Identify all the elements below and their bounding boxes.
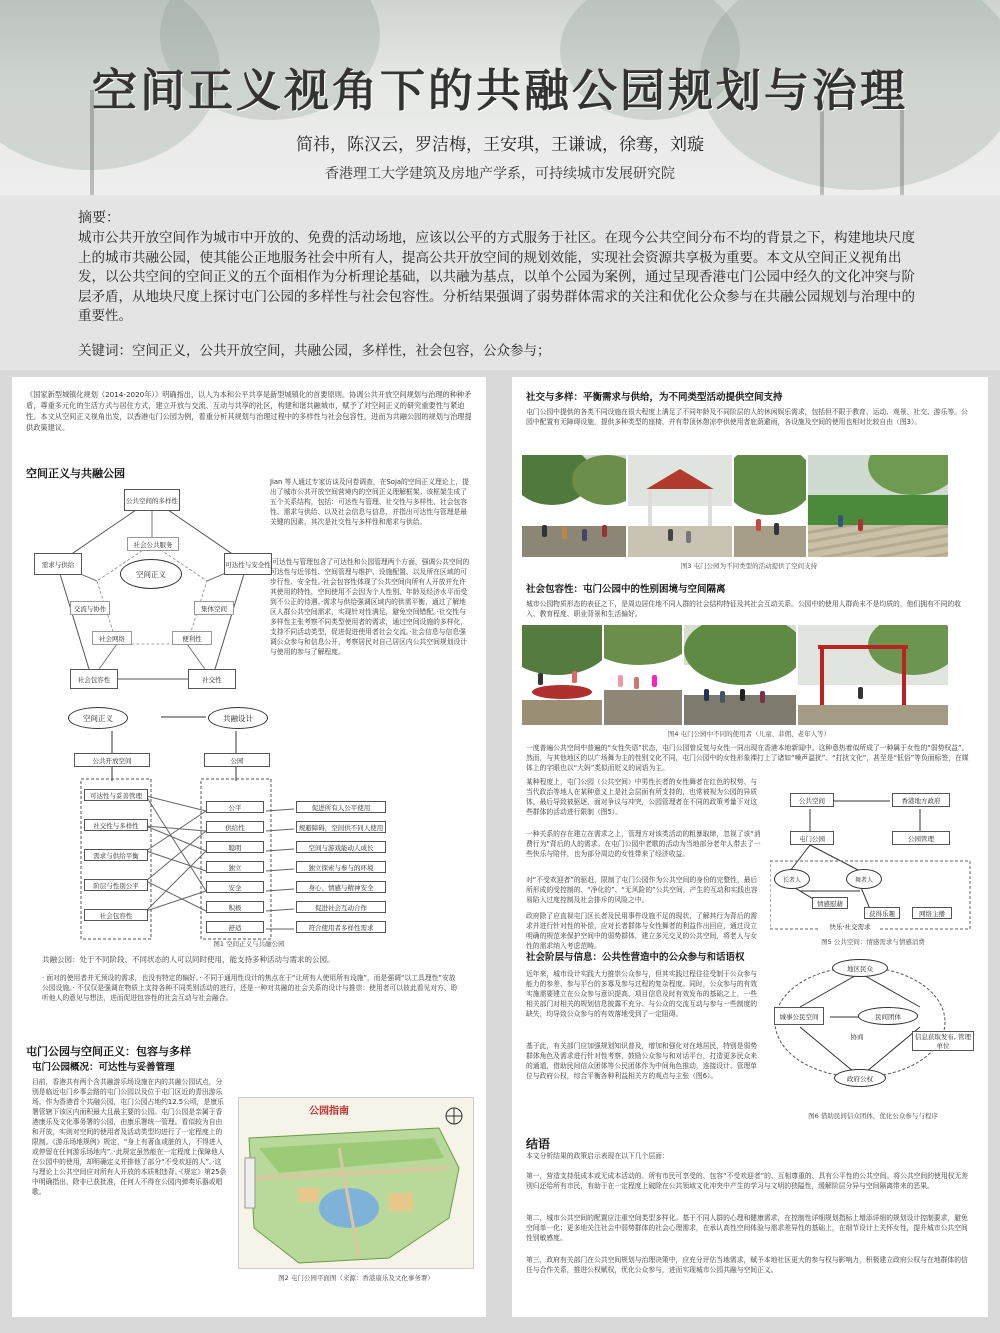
figure6-caption: 图6 借助民间信众团体，优化公众参与与程序: [808, 1112, 938, 1120]
flow-right-item-3: 空间与游戏能动人成长: [296, 841, 386, 853]
conclusion-point-3: 第三，政府有关部门在公共空间规划与治理决策中，应充分评估当地需求，赋予本地社区更大的参与权与影响力，积极建立政府公权与在地群体的信任与合作关系，推进公权赋权，优化公众参与，进而实现城市公园共融与空间正义。: [526, 1256, 968, 1274]
pentagon-center: 空间正义: [120, 559, 182, 589]
jian-framework-text: Jian 等人通过专家访谈及问卷调查，在Soja的空间正义理论上，提出了城市公共开放空间营境内的空间正义理解框架。该框架生成了五个关系结构，包括：可达性与管理、社交性与多样性、社会包容性、需求与供给、以及社会信息与信息，并指出可达性与管理是最关键的因素，其次是社交性与多样性和需求与供给。: [270, 478, 469, 526]
flow-right-item-7: 符合使用者多样性需求: [296, 921, 386, 933]
inclusion-text-4: 一种关系的存在建立在需求之上，管理方对该类活动的粗暴取缔，忽视了该“消费行为”背后的人的需求。在屯门公园中老歌的活动为当地部分老年人带去了一些快乐与陪伴，也为部分周边的女性带来了经济收益。: [526, 830, 761, 858]
fig6-node-4: 政府公权: [834, 1069, 886, 1087]
fig5-node-8: 获得乐趣: [864, 907, 900, 919]
social-diversity-text: 屯门公园中提供的各类不同设施在很大程度上满足了不同年龄及不同阶层的人的休闲娱乐需求，包括但不限于教育、运动、观景、社交、游乐等。公园中配置有无障碍设施，提供多种类型的座椅，并有带顶休憩凉亭供使用者庇荫避雨，各设施及空间的使用也相对比较自由（图3）。: [526, 408, 968, 426]
framework-bullets: ·可达性与管理包含了可达性和公园管理两个方面，强调公共空间的可达性与近邻性、空间管理与维护、设施配置、以及所在区域的可步行性、安全性。·社会包容性体现了公共空间向所有人开放并允许其使用的特性，空间使用不会因为个人性别、年龄及经济水平而受到不公正的待遇。·需求与供给强调区域内的供需平衡，通过了解地区人群公共空间需求，实现针对性满足，避免空间错配。·社交性与多样性主张考察不同类型使用者的需求，通过空间设施的多样化，支持不同活动类型，促进促进使用者社会交流。·社会信息与信息强调公众参与和信息公开，考察居民对自己居区内公共空间规划设计与使用的参与了解程度。: [270, 558, 470, 656]
gongrong-definition: 共融公园：处于不同阶段、不同状态的人可以同时使用，能支持多种活动与需求的公园。: [42, 955, 335, 964]
flow-left-item-2: 社交性与多样性: [84, 819, 148, 831]
section-heading-social: 社交与多样：平衡需求与供给，为不同类型活动提供空间支持: [526, 392, 783, 403]
fig6-node-2: 城事公民空间: [774, 1007, 824, 1025]
flow-mid-item-3: 聪明: [206, 841, 264, 853]
conclusion-heading: 结语: [526, 1137, 551, 1151]
flow-mid-item-5: 安全: [206, 881, 264, 893]
poster-header: [0, 0, 1000, 195]
fig4-photo-2: [604, 625, 682, 725]
pentagon-inner-3: 便利性: [172, 631, 212, 645]
park-map-title: 公园指南: [309, 1106, 349, 1117]
fig6-node-3: 民间团体: [858, 1007, 918, 1025]
affiliation: 香港理工大学建筑及房地产学系，可持续城市发展研究院: [325, 166, 675, 182]
right-panel: [512, 377, 988, 1317]
section-heading-participation: 社会阶层与信息：公共性营造中的公众参与和话语权: [526, 952, 745, 963]
pentagon-node-4: 社会包容性: [70, 669, 118, 689]
fig6-node-5: 信息获取发布, 管理单位: [912, 1031, 974, 1051]
abstract-body: 城市公共开放空间作为城市中开放的、免费的活动场地，应该以公平的方式服务于社区。在现今公共空间分布不均的背景之下，构建地块尺度上的城市共融公园，使其能公正地服务社会中所有人，提高公共开放空间的规划效能，实现社会资源共享极为重要。本文从空间正义视角出发，以公共空间的空间正义的五个面相作为分析理论基础，以共融为基点，以单个公园为案例，通过呈现香港屯门公园中经久的文化冲突与阶层矛盾，从地块尺度上探讨屯门公园的多样性与社会包容性。分析结果强调了弱势群体需求的关注和优化公众参与在共融公园规划与治理中的重要性。: [78, 230, 915, 324]
fig4-photo-4: [798, 625, 948, 725]
intro-paragraph: 《国家新型城镇化规划（2014-2020年）》明确指出，以人为本和公平共享是新型城镇化的首要原则。协调公共开放空间规划与治理的种种矛盾，尊重多元化的生活方式与居住方式，建立开放与交流、互动与共享的社区，构建和谐共融城市，赋予了对空间正义的研究重要性与紧迫性。本文从空间正义视角出发，以香港屯门公园为例，着重分析其规划与治理过程中的多样性与社会包容性，进而为共融公园的规划与治理提供政策建议。: [26, 390, 472, 432]
fig5-node-2: 香港地方政府: [892, 793, 950, 807]
flow-left-item-5: 社会包容性: [84, 909, 148, 921]
flow-mid-item-1: 公平: [206, 801, 264, 813]
abstract-section: [0, 195, 1000, 370]
pentagon-node-1: 公共空间的多样性: [124, 489, 180, 511]
inclusion-text: 城市公园物质形态的表征之下，是周边居住地不同人群的社会结构特征及其社会互动关系。公园中的使用人群尚未不是均质的，他们拥有不同的收入、教育程度、职业背景和生活偏好。: [526, 600, 961, 618]
figure2-caption: 图2 屯门公园平面图（来源：香港康乐及文化事务署）: [278, 1274, 434, 1282]
fig4-photo-1: [522, 625, 602, 725]
conclusion-intro: 本文分析结果的政策启示表现在以下几个层面：: [526, 1152, 669, 1160]
section-heading-2: 屯门公园与空间正义：包容与多样: [26, 1045, 191, 1058]
section-heading-inclusion: 社会包容性：屯门公园中的性别困境与空间隔离: [526, 584, 726, 595]
fig5-node-6: 舞者人: [846, 869, 882, 889]
poster-title: 空间正义视角下的共融公园规划与治理: [91, 64, 908, 117]
subheading-tuen-mun: 屯门公园概况：可达性与妥善管理: [32, 1062, 175, 1073]
fig5-node-9: 网络主播: [912, 907, 952, 919]
flow-right-item-1: 促进所有人公平使用: [296, 801, 386, 813]
pentagon-inner-4: 社会网络: [92, 631, 132, 645]
authors: 简祎，陈汉云，罗洁梅，王安琪，王谦诚，徐骞，刘璇: [296, 135, 704, 155]
section-heading-1: 空间正义与共融公园: [26, 467, 125, 480]
fig5-node-10: 快乐·社交需求: [820, 921, 880, 931]
fig5-node-7: 情感慰藉: [812, 897, 848, 909]
flow-mid-item-7: 舒适: [206, 921, 264, 933]
pentagon-node-5: 需求与供给: [34, 553, 82, 575]
park-map: [238, 1097, 474, 1269]
flow-right-item-4: 独立探索与参与的环境: [296, 861, 386, 873]
park-map-graphic: [239, 1098, 474, 1269]
fig5-node-5: 长者人: [774, 869, 810, 889]
conclusion-point-1: 第一，营造支持低成本或无成本活动的、所有市民可享受的、包容“不受欢迎者”的、互相尊重的、具有公平性的公共空间。将公共空间的使用权无差别归还给所有市民，有助于在一定程度上破除在公共领域文化冲突中产生的学习与文明的狭隘性，缓解阶层分异与空间隔离带来的恶果。: [526, 1172, 969, 1190]
flow-mid-left: 公共开放空间: [74, 753, 150, 767]
flow-right-item-2: 规避障碍，空间供不同人使用: [296, 821, 386, 833]
pentagon-node-3: 社交性: [188, 669, 236, 689]
flow-left-item-4: 阶层与性别公平: [84, 879, 148, 891]
tuen-mun-text: 目前，香港共有两个含共融游乐场设施在内的共融公园试点，分别是临近屯门乡事会路的屯门公园以及位于屯门区近的青田游乐场。作为香港首个共融公园，屯门公园占地约12.5公顷，是康乐署管辖下该区内面积最大且最主要的公园。屯门公园是亲属于香港康乐及文化事务署的公园，由康乐署统一管理。看似较为自由和开放，实则对空间的使用者及活动类型均进行了一定程度上的限制。《游乐场地规例》规定，“身上有著血或脏的人，不得进入或停留在任何游乐场地内”。·此规定虽然能在一定程度上保障他人在公园中的使用，却明确定义并排他了部分“不受欢迎的人”。·这与理论上公共空间应对所有人开放的本质相违背。·《规定》第25条中明确指出，除非已获批准，任何人不得在公园内弹奏乐器或唱歌。: [32, 1078, 227, 1196]
pentagon-inner-1: 社会公共服务: [127, 537, 179, 551]
flow-top-left: 空间正义: [68, 707, 128, 729]
flow-mid-item-4: 独立: [206, 861, 264, 873]
gongrong-bullets: · 面对的使用者并无预设的需求，也没有特定的偏好。· 不同于通用性设计的焦点在于“让所有人使用所有设施”，而是强调“以工具理性”安放公园设施。· 不仅仅是强调在物质上支持各种不同类别活动的进行，还是一种对共融的社会关系的设计与推崇：使用者可以彼此看见对方、聆听他人的意见与想法，进而促进包容性的社会互动与社会融合。: [42, 974, 458, 1002]
keywords: 关键词：空间正义，公共开放空间，共融公园，多样性，社会包容，公众参与；: [78, 342, 551, 359]
fig4-photo-3: [684, 625, 796, 725]
inclusion-text-6: 政府除了应直视屯门区长者及民用事件设施不足的现状，了解其行为背后的需求并进行针对性的补偿，应对长者群体与女性舞者的利益作出回应，通过设立明确的规范来保护空间中的弱势群体，建立多元交叉的公共空间，将老人与女性的需求纳入考虑范畴。: [526, 912, 758, 950]
figure3-caption: 图3 屯门公园为不同类型的活动提供了空间支持: [680, 562, 818, 570]
pentagon-diagram: [42, 489, 262, 694]
participation-text-2: 基于此，有关部门应加强规划知识普及，增加和强化对在地居民，特别是弱势群体角色及需求进行针对性考察，鼓励公众参与和对话平台，打造更多民众来的通道，借助民间信众团体等公民团体作为中间角色推动，连接设计、管理单位与政府公权，综合平衡各种利益相关方的观点与主张（图6）。: [526, 1042, 758, 1080]
fig3-photo-1: [522, 455, 626, 557]
fig3-photo-2: [628, 455, 732, 557]
figure5-caption: 图5 公共空间：情感需求与情感消费: [821, 938, 925, 946]
flow-right-item-5: 身心、情感与精神安全: [296, 881, 386, 893]
participation-text: 近年来，城市设计实践大力推崇公众参与，但其实践过程往往受制于公众参与能力的参差、参与平台的多寡及参与过程的复杂程度。同时，公众参与的有效实施需要建立在公众参与意识提高、项目信息及时有效发布的基础之上，一些相关部门对相关的规划信息披露不充分、与公众的交流互动与参与一些制度的缺失，均导致公众参与的有效落地受到了一定阻碍。: [526, 970, 758, 1018]
flow-mid-right: 公园: [204, 753, 270, 767]
flow-left-item-1: 可达性与妥善管理: [84, 789, 148, 801]
fig5-node-4: 公园管理: [892, 831, 950, 845]
abstract-label: 摘要：: [78, 210, 120, 226]
fig5-node-1: 公共空间: [790, 793, 834, 807]
fig6-node-1: 地区民众: [832, 959, 888, 977]
inclusion-text-3: 某种程度上，屯门公园（公共空间）中男性长者的女性舞者在红色的权势、与当代政治等地人在某种意义上是社会层面有所支持的，也常被视为公园的异质体，最后导致被驱逐，面对争议与冲突，公园管理者在不同的政策考量下对这些群体的活动进行限制（图5）。: [526, 778, 758, 816]
conclusion-point-2: 第二，城市公共空间的配置应注重空间类型多样化。基于不同人群的心理和健康需求，在控制性详细规划指标上增添详细的规划设计控制要求，避免空间单一化；更多地关注社会中弱势群体的社会心理需求，在承认高性空间体验与需求差异性的基础上，在细节设计上关怀女性，提升城市公共空间性别敏感度。: [526, 1214, 968, 1242]
flow-mid-item-2: 供给性: [206, 821, 264, 833]
flow-left-item-3: 需求与供给平衡: [84, 849, 148, 861]
fig5-node-3: 屯门公园: [790, 831, 834, 845]
pentagon-node-2: 可达性与安全性: [224, 553, 272, 575]
fig6-node-6: 协商: [842, 1031, 872, 1041]
fig3-photo-3: [734, 455, 806, 557]
pentagon-inner-5: 交流与协作: [70, 601, 110, 615]
flow-top-right: 共融设计: [208, 707, 268, 729]
inclusion-text-5: 对“不受欢迎者”的驱赶，限制了屯门公园作为公共空间的身份的完整性，最后所形成的受控制的、“净化的”、“无风险的”公共空间，产生的互动和实践也容易陷入过度控制及社会排斥的风险之中。: [526, 876, 758, 904]
pentagon-inner-2: 集体空间: [194, 601, 234, 615]
figure4-caption: 图4 屯门公园中不同的使用者（儿童、菲佣、老年人等）: [667, 730, 831, 738]
figure1-caption: 图1 空间正义与共融公园: [213, 940, 285, 948]
fig3-photo-4: [808, 455, 948, 557]
flow-right-item-6: 促进社会互动合作: [296, 901, 386, 913]
flow-mid-item-6: 积极: [206, 901, 264, 913]
left-panel: [12, 377, 486, 1317]
inclusion-text-2: 一度普遍公共空间中普遍的“女性失语”状态，屯门公园曾反复与女性一同出现在香港本地新闻中。这种意热着似所成了一种属于女性的“弱势权益”。然而，与其他地区的以广场舞为主的性别文化不同，屯门公园中的女性形象裸打上了诸如“噪声温扰”、“打扰文化”，甚至是“低俗”等负面标签，在媒体上的字眼也以“大妈”类似而贬义的词语为主。: [526, 744, 969, 772]
